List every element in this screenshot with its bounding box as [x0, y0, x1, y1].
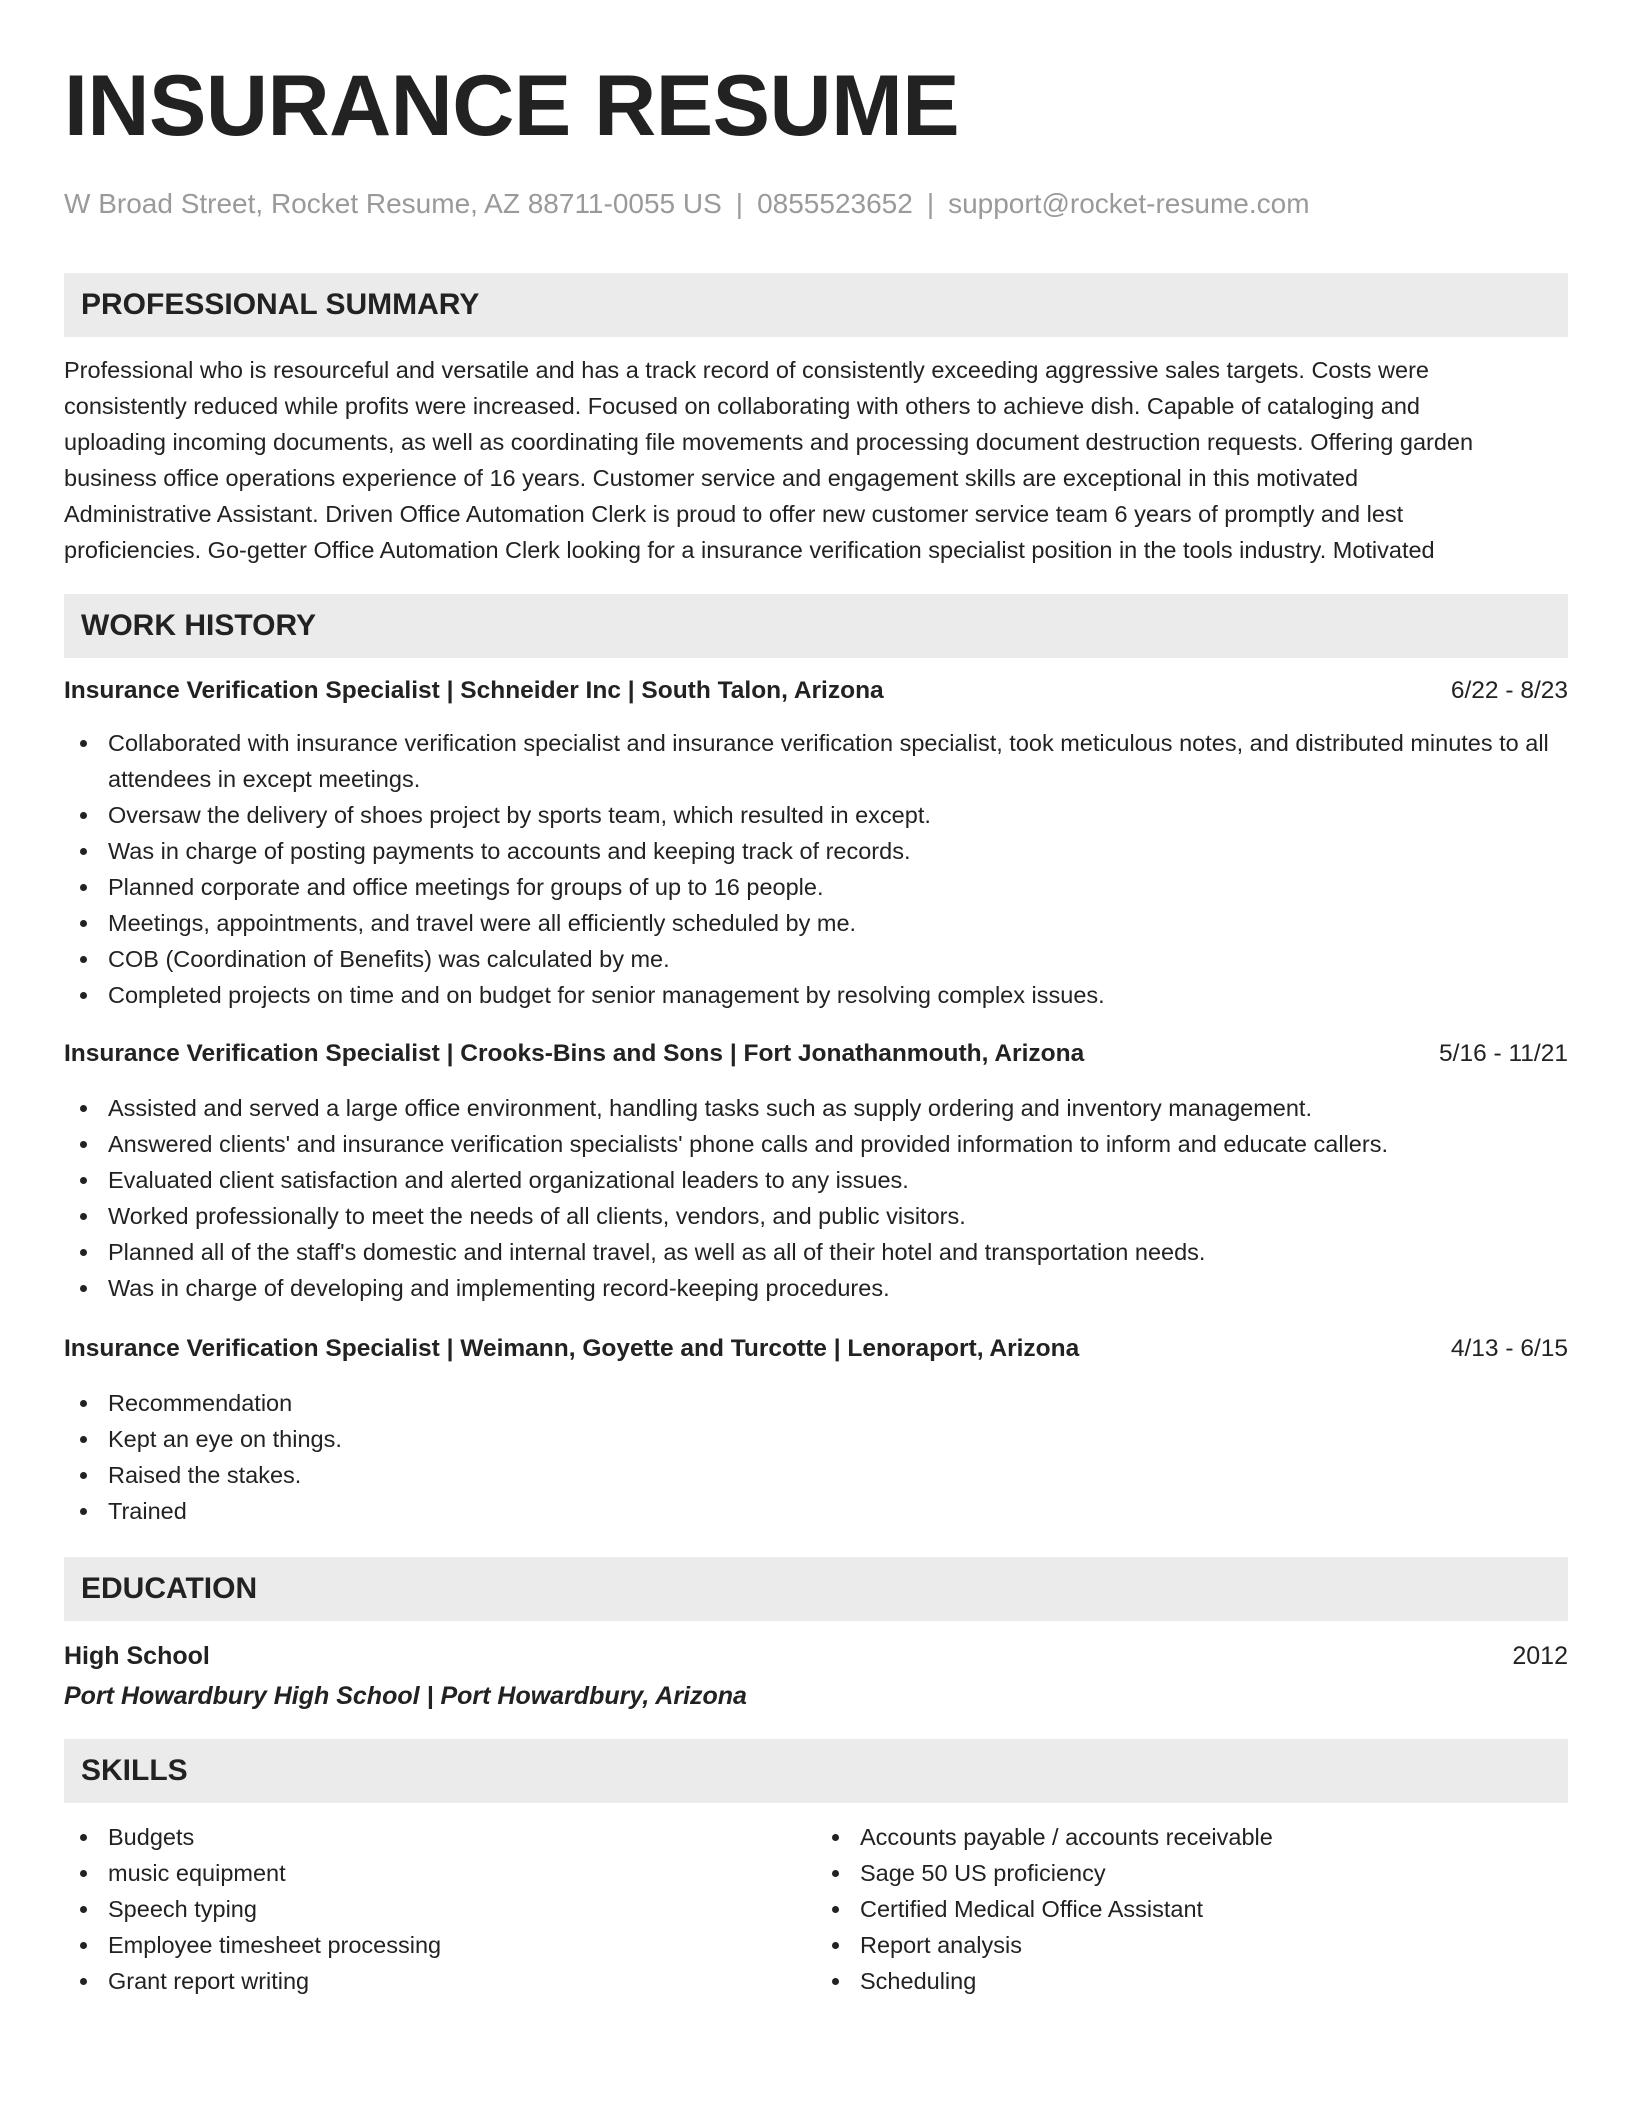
job-bullet: COB (Coordination of Benefits) was calculated by me.	[64, 941, 1568, 977]
skill-item: Employee timesheet processing	[64, 1927, 816, 1963]
contact-phone: 0855523652	[757, 188, 913, 219]
resume-name: INSURANCE RESUME	[64, 58, 960, 154]
job-bullet-list	[64, 725, 1568, 1013]
contact-email: support@rocket-resume.com	[948, 188, 1310, 219]
job-bullet: Was in charge of posting payments to accounts and keeping track of records.	[64, 833, 1568, 869]
summary-line: consistently reduced while profits were increased. Focused on collaborating with others to achieve dish. Capable of cataloging and	[64, 393, 1420, 419]
job-bullet: Raised the stakes.	[64, 1457, 1568, 1493]
skill-item: Report analysis	[816, 1927, 1568, 1963]
summary-line: Administrative Assistant. Driven Office Automation Clerk is proud to offer new customer service team 6 years of promptly and lest	[64, 501, 1404, 527]
job-bullet: Kept an eye on things.	[64, 1421, 1568, 1457]
skill-item: Speech typing	[64, 1891, 816, 1927]
section-heading-education: EDUCATION	[64, 1557, 1568, 1621]
skills-list-right	[816, 1819, 1568, 1999]
job-bullet: Completed projects on time and on budget for senior management by resolving complex issues.	[64, 977, 1568, 1013]
job-bullet: Collaborated with insurance verification specialist and insurance verification specialist, took meticulous notes, and distributed minutes to all attendees in except meetings.	[64, 725, 1568, 797]
job-bullet-list	[64, 1090, 1568, 1306]
job-bullet: Recommendation	[64, 1385, 1568, 1421]
skill-item: Certified Medical Office Assistant	[816, 1891, 1568, 1927]
education-degree: High School	[64, 1642, 210, 1670]
job-title: Insurance Verification Specialist | Weimann, Goyette and Turcotte | Lenoraport, Arizona	[64, 1335, 1080, 1362]
job-title: Insurance Verification Specialist | Schneider Inc | South Talon, Arizona	[64, 677, 884, 704]
summary-line: Professional who is resourceful and versatile and has a track record of consistently exceeding aggressive sales targets. Costs were	[64, 357, 1429, 383]
job-bullet: Answered clients' and insurance verification specialists' phone calls and provided information to inform and educate callers.	[64, 1126, 1568, 1162]
job-bullet: Trained	[64, 1493, 1568, 1529]
job-title: Insurance Verification Specialist | Crooks-Bins and Sons | Fort Jonathanmouth, Arizona	[64, 1040, 1085, 1067]
job-bullet: Oversaw the delivery of shoes project by sports team, which resulted in except.	[64, 797, 1568, 833]
education-school: Port Howardbury High School | Port Howardbury, Arizona	[64, 1682, 747, 1710]
skill-item: Sage 50 US proficiency	[816, 1855, 1568, 1891]
job-bullet: Meetings, appointments, and travel were all efficiently scheduled by me.	[64, 905, 1568, 941]
summary-line: uploading incoming documents, as well as coordinating file movements and processing document destruction requests. Offering garden	[64, 429, 1474, 455]
job-header	[64, 1332, 1568, 1366]
job-bullet: Worked professionally to meet the needs of all clients, vendors, and public visitors.	[64, 1198, 1568, 1234]
job-dates: 6/22 - 8/23	[1450, 677, 1568, 704]
job-header	[64, 674, 1568, 708]
job-dates: 4/13 - 6/15	[1450, 1335, 1568, 1362]
skills-grid	[64, 1819, 1568, 1999]
job-bullet: Assisted and served a large office environment, handling tasks such as supply ordering and inventory management.	[64, 1090, 1568, 1126]
job-dates: 5/16 - 11/21	[1439, 1040, 1568, 1067]
skill-item: Accounts payable / accounts receivable	[816, 1819, 1568, 1855]
summary-line: business office operations experience of 16 years. Customer service and engagement skills are exceptional in this motivated	[64, 465, 1359, 491]
contact-separator: |	[735, 188, 744, 219]
skill-item: Scheduling	[816, 1963, 1568, 1999]
job-bullet: Planned all of the staff's domestic and internal travel, as well as all of their hotel and transportation needs.	[64, 1234, 1568, 1270]
summary-paragraph	[64, 352, 1568, 568]
contact-separator: |	[926, 188, 935, 219]
skill-item: music equipment	[64, 1855, 816, 1891]
job-bullet: Was in charge of developing and implementing record-keeping procedures.	[64, 1270, 1568, 1306]
skills-list-left	[64, 1819, 816, 1999]
job-bullet-list	[64, 1385, 1568, 1529]
skill-item: Grant report writing	[64, 1963, 816, 1999]
summary-line: proficiencies. Go-getter Office Automation Clerk looking for a insurance verification specialist position in the tools industry. Motivated	[64, 537, 1435, 563]
skill-item: Budgets	[64, 1819, 816, 1855]
section-heading-summary: PROFESSIONAL SUMMARY	[64, 273, 1568, 337]
job-bullet: Planned corporate and office meetings for groups of up to 16 people.	[64, 869, 1568, 905]
job-header	[64, 1037, 1568, 1071]
contact-address: W Broad Street, Rocket Resume, AZ 88711-0055 US	[64, 188, 722, 219]
section-heading-work-history: WORK HISTORY	[64, 594, 1568, 658]
contact-line	[64, 186, 1568, 222]
education-header	[64, 1639, 1568, 1673]
section-heading-skills: SKILLS	[64, 1739, 1568, 1803]
education-year: 2012	[1512, 1642, 1568, 1670]
job-bullet: Evaluated client satisfaction and alerted organizational leaders to any issues.	[64, 1162, 1568, 1198]
